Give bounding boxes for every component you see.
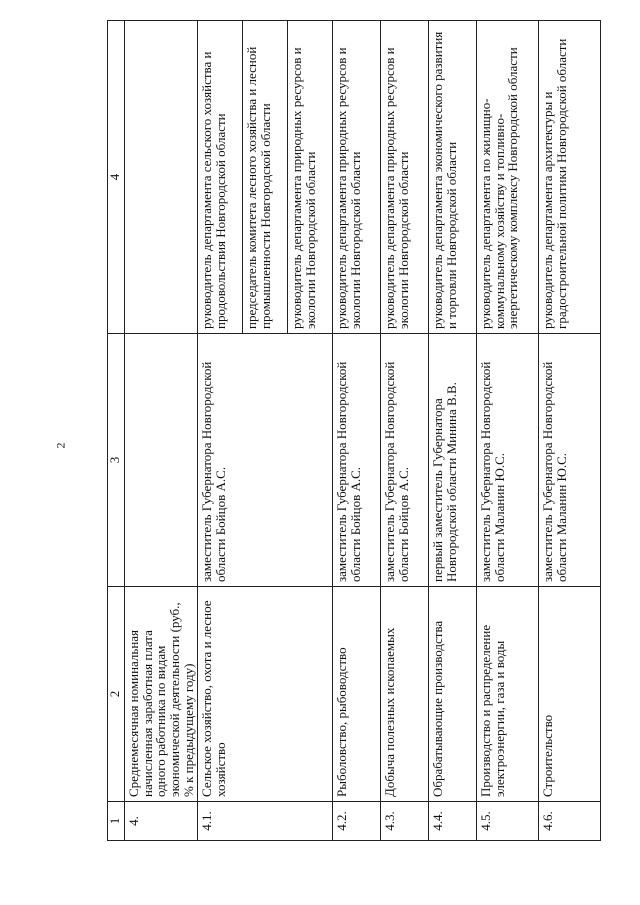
table-row	[477, 21, 539, 841]
responsible-cell: руководитель департамента природных ресурсов и экологии Новгородской области	[288, 21, 333, 334]
indicator-cell: Производство и распределение электроэнергии, газа и воды	[477, 587, 539, 802]
indicator-cell: Рыболовство, рыбоводство	[333, 587, 381, 802]
responsible-cell: руководитель департамента по жилищно-коммунальному хозяйству и топливно-энергетическому комплексу Новгородской области	[477, 21, 539, 334]
table-row	[429, 21, 477, 841]
row-number: 4.3.	[381, 802, 429, 841]
table-container	[107, 31, 611, 841]
indicator-cell: Обрабатывающие производства	[429, 587, 477, 802]
page-number: 2	[53, 442, 68, 449]
indicator-cell: Среднемесячная номинальная начисленная заработная плата одного работника по видам экономической деятельности (руб., % к предыдущему году)	[125, 587, 198, 802]
curator-cell: заместитель Губернатора Новгородской области Маланин Ю.С.	[477, 334, 539, 587]
indicator-cell: Добыча полезных ископаемых	[381, 587, 429, 802]
table-row	[539, 21, 601, 841]
curator-cell: заместитель Губернатора Новгородской области Бойцов А.С.	[198, 334, 333, 587]
responsible-cell: руководитель департамента архитектуры и градостроительной политики Новгородской области	[539, 21, 601, 334]
row-number: 4.2.	[333, 802, 381, 841]
row-number: 4.4.	[429, 802, 477, 841]
responsible-cell: председатель комитета лесного хозяйства и лесной промышленности Новгородской области	[243, 21, 288, 334]
curator-cell: первый заместитель Губернатора Новгородской области Минина В.В.	[429, 334, 477, 587]
header-row	[108, 21, 125, 841]
table-row	[198, 21, 243, 841]
table-row	[125, 21, 198, 841]
header-col-3: 3	[108, 334, 125, 587]
responsibility-table	[107, 20, 601, 841]
table-row	[333, 21, 381, 841]
rotated-table-frame	[107, 31, 611, 841]
curator-cell	[125, 334, 198, 587]
header-col-4: 4	[108, 21, 125, 334]
indicator-cell: Строительство	[539, 587, 601, 802]
indicator-cell: Сельское хозяйство, охота и лесное хозяйство	[198, 587, 333, 802]
header-col-1: 1	[108, 802, 125, 841]
curator-cell: заместитель Губернатора Новгородской области Бойцов А.С.	[333, 334, 381, 587]
curator-cell: заместитель Губернатора Новгородской области Бойцов А.С.	[381, 334, 429, 587]
table-row	[381, 21, 429, 841]
row-number: 4.6.	[539, 802, 601, 841]
responsible-cell	[125, 21, 198, 334]
header-col-2: 2	[108, 587, 125, 802]
row-number: 4.5.	[477, 802, 539, 841]
responsible-cell: руководитель департамента сельского хозяйства и продовольствия Новгородской области	[198, 21, 243, 334]
row-number: 4.	[125, 802, 198, 841]
responsible-cell: руководитель департамента экономического развития и торговли Новгородской области	[429, 21, 477, 334]
responsible-cell: руководитель департамента природных ресурсов и экологии Новгородской области	[381, 21, 429, 334]
curator-cell: заместитель Губернатора Новгородской области Маланин Ю.С.	[539, 334, 601, 587]
responsible-cell: руководитель департамента природных ресурсов и экологии Новгородской области	[333, 21, 381, 334]
row-number: 4.1.	[198, 802, 333, 841]
